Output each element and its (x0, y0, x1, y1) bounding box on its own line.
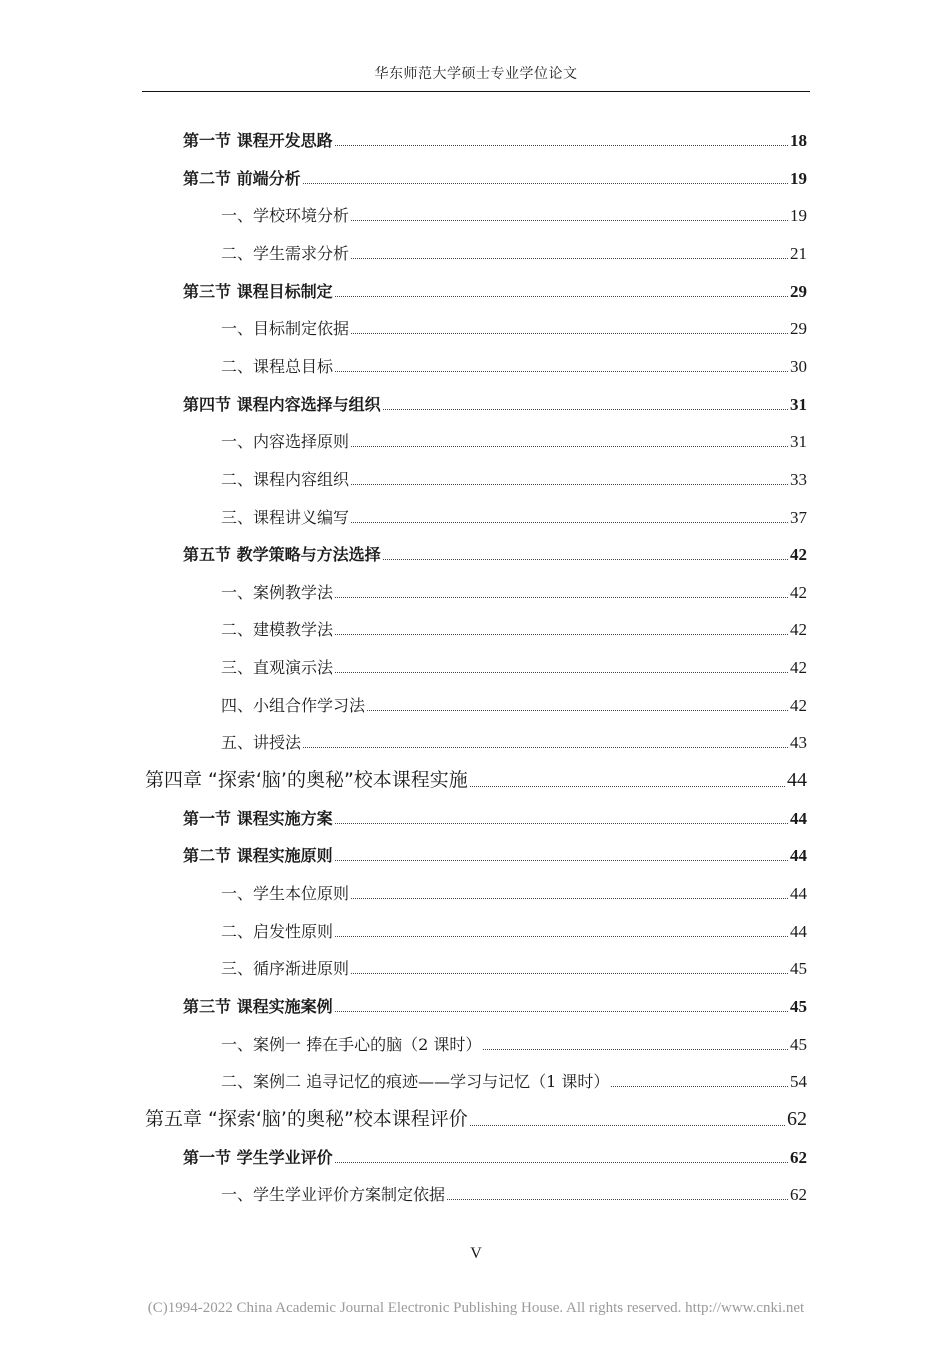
toc-entry-page: 62 (787, 1107, 807, 1130)
toc-entry-page: 29 (790, 281, 807, 301)
dot-leader (383, 558, 788, 560)
toc-entry-title: 一、内容选择原则 (221, 432, 350, 452)
toc-entry-item[interactable] (221, 1068, 807, 1092)
dot-leader (335, 370, 788, 372)
toc-entry-item[interactable] (221, 1181, 807, 1205)
toc-entry-item[interactable] (221, 918, 807, 942)
dot-leader (351, 332, 788, 334)
toc-entry-section[interactable] (183, 842, 807, 866)
toc-entry-page: 33 (790, 469, 807, 489)
toc-entry-page: 45 (790, 996, 807, 1016)
toc-entry-chapter[interactable] (145, 1103, 807, 1131)
dot-leader (335, 144, 788, 146)
toc-entry-section[interactable] (183, 165, 807, 189)
dot-leader (335, 1161, 788, 1163)
toc-entry-chapter[interactable] (145, 764, 807, 792)
toc-entry-page: 54 (790, 1072, 807, 1092)
toc-entry-page: 42 (790, 695, 807, 715)
toc-entry-title: 第二节 前端分析 (183, 168, 301, 188)
toc-entry-title: 二、课程内容组织 (221, 469, 350, 489)
dot-leader (335, 633, 788, 635)
toc-entry-page: 44 (790, 846, 807, 866)
toc-entry-item[interactable] (221, 504, 807, 528)
dot-leader (351, 521, 788, 523)
toc-entry-section[interactable] (183, 993, 807, 1017)
toc-entry-page: 31 (790, 432, 807, 452)
toc-entry-title: 五、讲授法 (221, 733, 302, 753)
dot-leader (351, 483, 788, 485)
toc-entry-title: 二、启发性原则 (221, 921, 334, 941)
dot-leader (335, 935, 788, 937)
toc-entry-title: 三、循序渐进原则 (221, 959, 350, 979)
dot-leader (351, 219, 788, 221)
dot-leader (351, 445, 788, 447)
dot-leader (351, 972, 788, 974)
toc-entry-item[interactable] (221, 1031, 807, 1055)
toc-entry-title: 一、学生本位原则 (221, 884, 350, 903)
toc-entry-page: 42 (790, 658, 807, 678)
toc-entry-page: 43 (790, 733, 807, 753)
toc-entry-section[interactable] (183, 127, 807, 151)
toc-entry-title: 一、目标制定依据 (221, 319, 350, 339)
copyright-notice: (C)1994-2022 China Academic Journal Electronic Publishing House. All rights reserved. http://www.cnki.net (147, 1300, 805, 1316)
running-header: 华东师范大学硕士专业学位论文 (374, 66, 578, 82)
toc-entry-page: 44 (790, 921, 807, 941)
toc-entry-title: 一、案例教学法 (221, 582, 334, 602)
dot-leader (470, 785, 785, 787)
dot-leader (335, 822, 788, 824)
dot-leader (470, 1124, 785, 1126)
dot-leader (335, 859, 788, 861)
toc-entry-title: 二、课程总目标 (221, 356, 334, 376)
toc-entry-page: 44 (790, 808, 807, 828)
toc-entry-title: 四、小组合作学习法 (221, 695, 366, 715)
dot-leader (611, 1085, 788, 1087)
toc-entry-title: 三、课程讲义编写 (221, 507, 350, 527)
toc-entry-section[interactable] (183, 805, 807, 829)
toc-entry-item[interactable] (221, 428, 807, 452)
toc-entry-item[interactable] (221, 880, 807, 904)
toc-entry-page: 19 (790, 206, 807, 226)
dot-leader (335, 596, 788, 598)
toc-entry-item[interactable] (221, 315, 807, 339)
toc-entry-title: 第一节 课程实施方案 (183, 808, 333, 828)
dot-leader (383, 408, 788, 410)
toc-entry-page: 37 (790, 507, 807, 527)
dot-leader (335, 671, 788, 673)
toc-entry-item[interactable] (221, 579, 807, 603)
toc-entry-title: 第三节 课程目标制定 (183, 281, 333, 301)
toc-entry-page: 42 (790, 620, 807, 640)
dot-leader (303, 182, 788, 184)
toc-entry-title: 第四章 “探索‘脑’的奥秘”校本课程实施 (145, 769, 468, 792)
toc-entry-item[interactable] (221, 692, 807, 716)
toc-entry-title: 一、学生学业评价方案制定依据 (221, 1185, 446, 1205)
toc-entry-section[interactable] (183, 278, 807, 302)
toc-entry-page: 45 (790, 959, 807, 979)
toc-entry-title: 第二节 课程实施原则 (183, 846, 333, 866)
toc-entry-item[interactable] (221, 729, 807, 753)
toc-entry-title: 二、建模教学法 (221, 620, 334, 640)
toc-entry-page: 44 (790, 884, 807, 903)
page-number: V (470, 1245, 482, 1262)
toc-entry-item[interactable] (221, 955, 807, 979)
toc-entry-item[interactable] (221, 202, 807, 226)
dot-leader (303, 746, 788, 748)
toc-entry-page: 42 (790, 545, 807, 565)
dot-leader (351, 897, 788, 899)
toc-entry-section[interactable] (183, 391, 807, 415)
dot-leader (447, 1198, 788, 1200)
toc-entry-item[interactable] (221, 466, 807, 490)
toc-entry-title: 二、学生需求分析 (221, 243, 350, 263)
toc-entry-item[interactable] (221, 654, 807, 678)
toc-entry-title: 第一节 学生学业评价 (183, 1147, 333, 1167)
toc-entry-title: 一、案例一 捧在手心的脑（2 课时） (221, 1034, 482, 1054)
dot-leader (351, 257, 788, 259)
toc-entry-page: 44 (787, 769, 807, 792)
toc-entry-title: 二、案例二 追寻记忆的痕迹——学习与记忆（1 课时） (221, 1072, 610, 1092)
toc-entry-page: 19 (790, 168, 807, 188)
toc-entry-title: 第三节 课程实施案例 (183, 996, 333, 1016)
toc-entry-section[interactable] (183, 541, 807, 565)
toc-entry-item[interactable] (221, 353, 807, 377)
toc-entry-item[interactable] (221, 240, 807, 264)
toc-entry-page: 31 (790, 394, 807, 414)
toc-entry-title: 一、学校环境分析 (221, 206, 350, 226)
toc-entry-page: 62 (790, 1185, 807, 1205)
toc-entry-page: 42 (790, 582, 807, 602)
toc-entry-title: 第五节 教学策略与方法选择 (183, 545, 381, 565)
dot-leader (335, 295, 788, 297)
toc-entry-title: 第四节 课程内容选择与组织 (183, 394, 381, 414)
toc-entry-page: 29 (790, 319, 807, 339)
toc-entry-page: 21 (790, 243, 807, 263)
toc-entry-page: 30 (790, 356, 807, 376)
toc-entry-title: 第一节 课程开发思路 (183, 131, 333, 150)
dot-leader (335, 1010, 788, 1012)
toc-entry-page: 45 (790, 1034, 807, 1054)
dot-leader (367, 709, 788, 711)
toc-entry-page: 62 (790, 1147, 807, 1167)
dot-leader (483, 1048, 788, 1050)
toc-entry-item[interactable] (221, 616, 807, 640)
toc-entry-title: 三、直观演示法 (221, 658, 334, 678)
toc-entry-title: 第五章 “探索‘脑’的奥秘”校本课程评价 (145, 1107, 468, 1130)
toc-entry-page: 18 (790, 131, 807, 150)
toc-entry-section[interactable] (183, 1144, 807, 1168)
